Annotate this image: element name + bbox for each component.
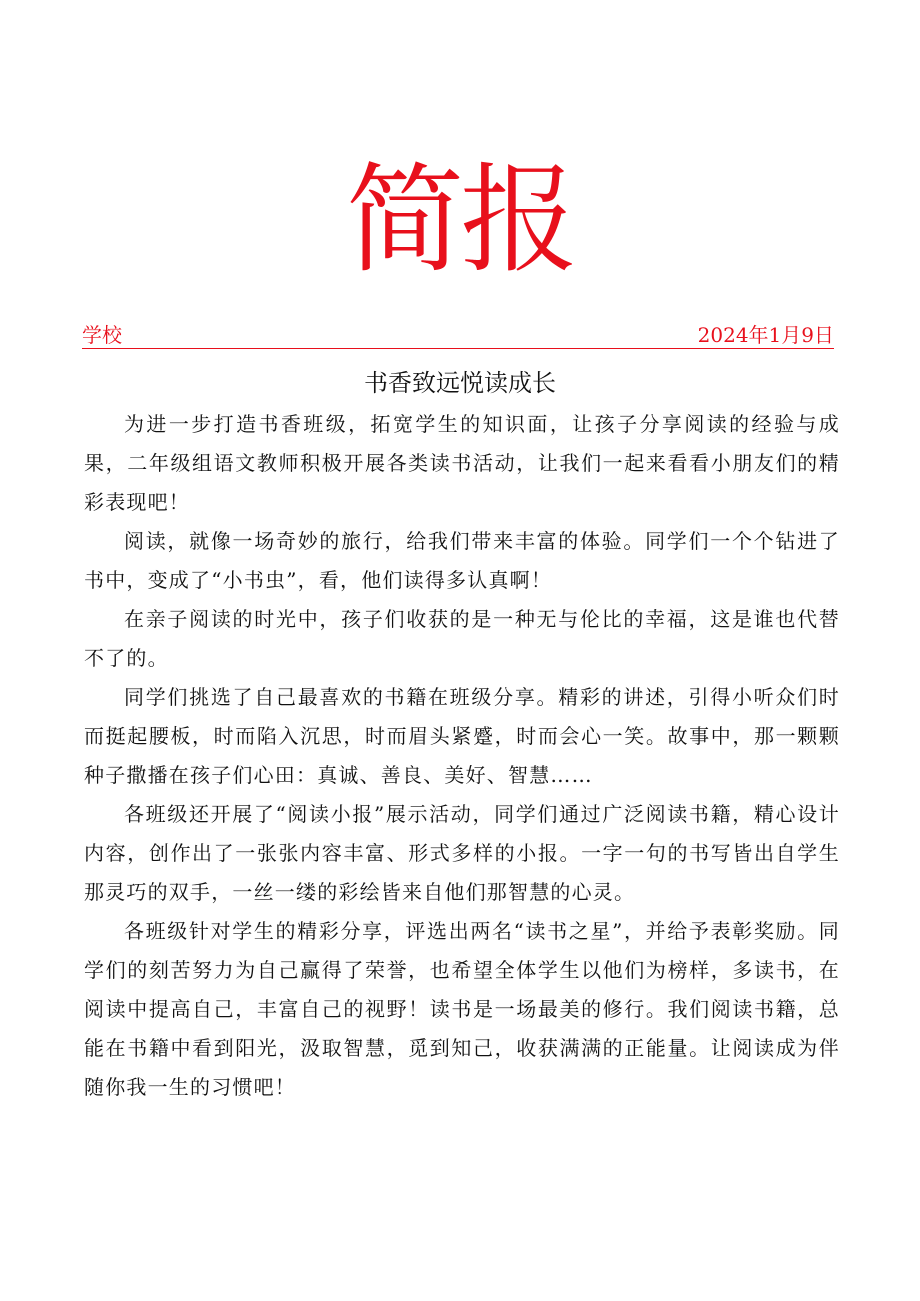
header-info-line — [82, 318, 834, 349]
paragraph-1: 为进一步打造书香班级，拓宽学生的知识面，让孩子分享阅读的经验与成果，二年级组语文教师积极开展各类读书活动，让我们一起来看看小朋友们的精彩表现吧！ — [84, 412, 840, 514]
article-title: 书香致远悦读成长 — [364, 369, 556, 397]
school-name: 学校 — [82, 323, 122, 347]
article-body — [84, 405, 840, 1107]
paragraph-2: 阅读，就像一场奇妙的旅行，给我们带来丰富的体验。同学们一个个钻进了书中，变成了“小书虫”，看，他们读得多认真啊！ — [84, 529, 840, 592]
paragraph-4: 同学们挑选了自己最喜欢的书籍在班级分享。精彩的讲述，引得小听众们时而挺起腰板，时而陷入沉思，时而眉头紧蹙，时而会心一笑。故事中，那一颗颗种子撒播在孩子们心田：真诚、善良、美好、智慧…… — [84, 685, 840, 787]
paragraph-5: 各班级还开展了“阅读小报”展示活动，同学们通过广泛阅读书籍，精心设计内容，创作出了一张张内容丰富、形式多样的小报。一字一句的书写皆出自学生那灵巧的双手，一丝一缕的彩绘皆来自他们那智慧的心灵。 — [84, 802, 840, 904]
paragraph-6: 各班级针对学生的精彩分享，评选出两名“读书之星”，并给予表彰奖励。同学们的刻苦努力为自己赢得了荣誉，也希望全体学生以他们为榜样，多读书，在阅读中提高自己，丰富自己的视野！读书是一场最美的修行。我们阅读书籍，总能在书籍中看到阳光，汲取智慧，觅到知己，收获满满的正能量。让阅读成为伴随你我一生的习惯吧！ — [84, 919, 840, 1099]
paragraph-3: 在亲子阅读的时光中，孩子们收获的是一种无与伦比的幸福，这是谁也代替不了的。 — [84, 607, 840, 670]
masthead-title: 简报 — [345, 151, 574, 289]
issue-date: 2024年1月9日 — [697, 323, 834, 347]
